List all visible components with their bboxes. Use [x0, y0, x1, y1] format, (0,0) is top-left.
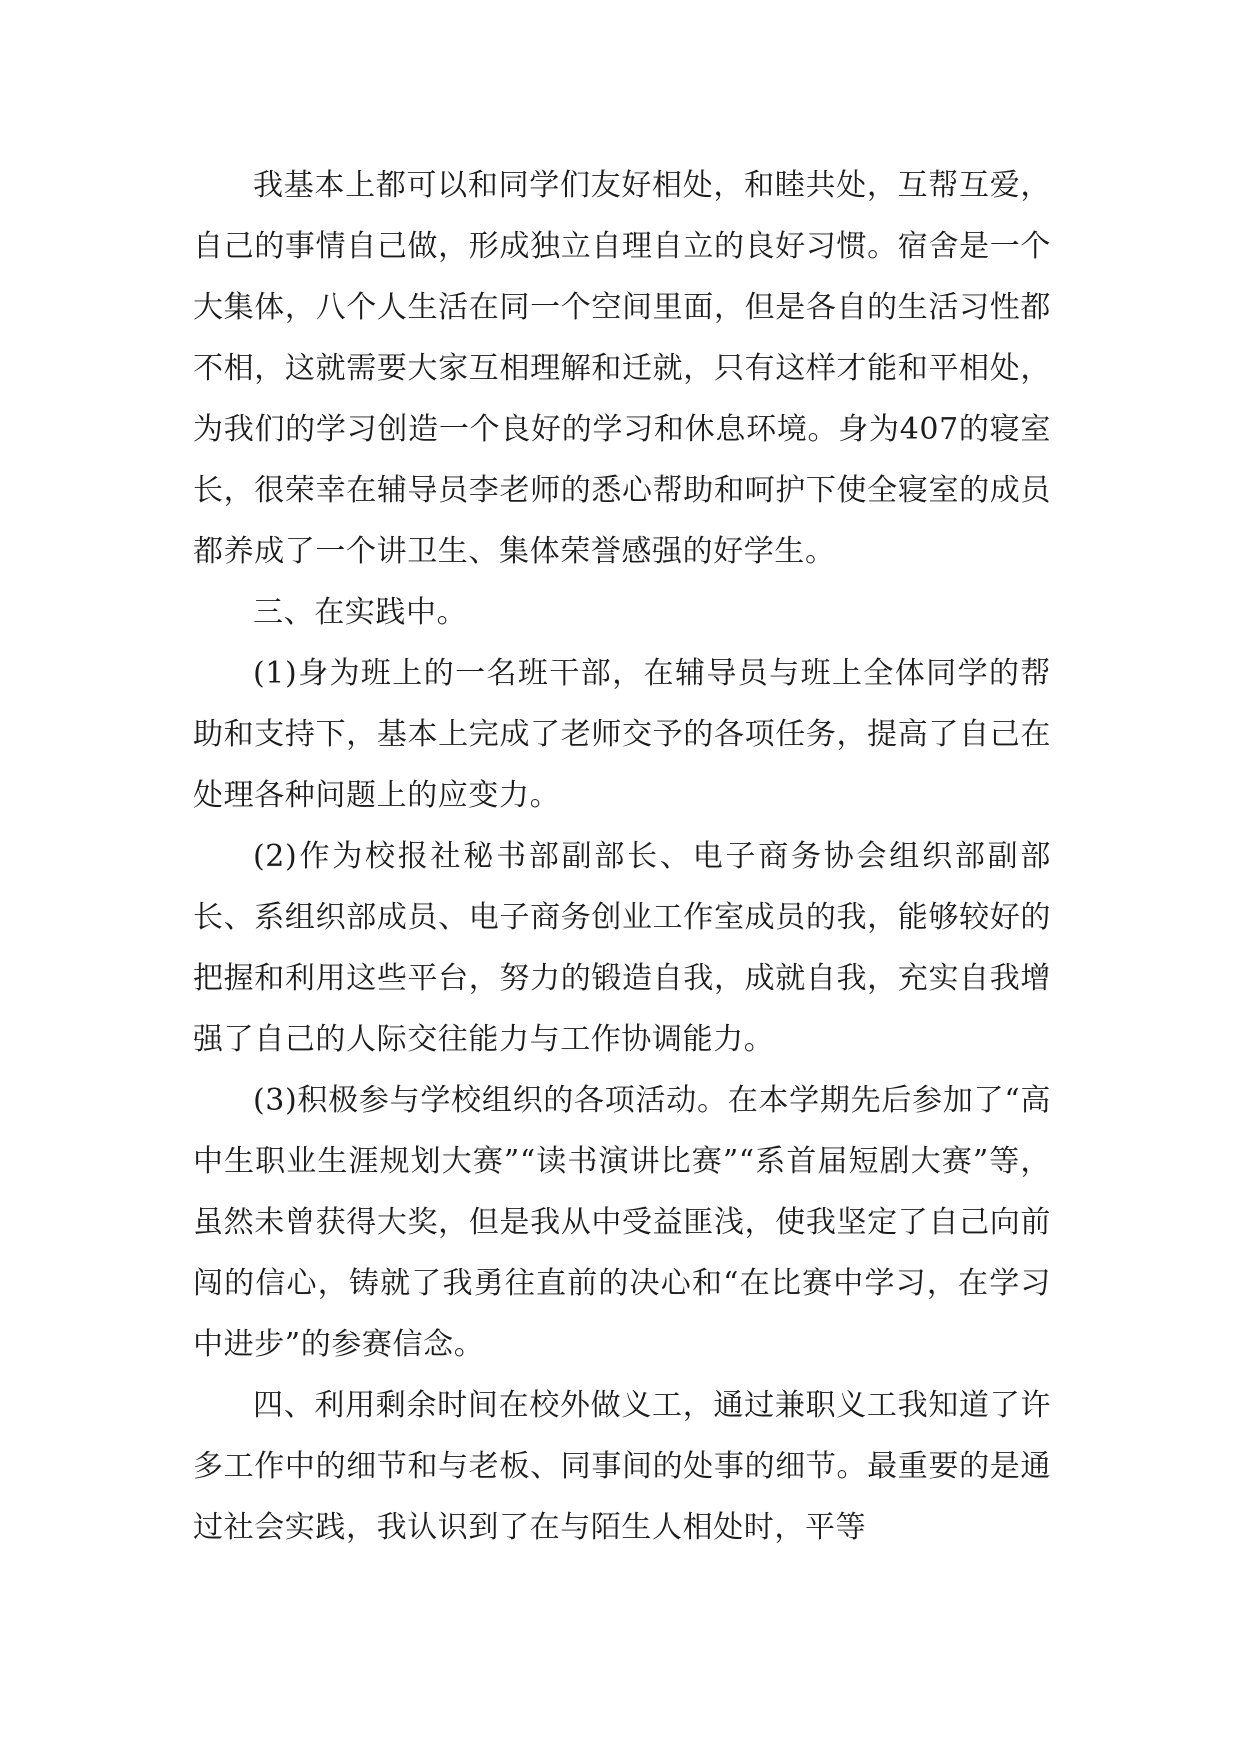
- document-body: [193, 155, 1051, 1558]
- section-heading-practice: 三、在实践中。: [253, 595, 468, 630]
- paragraph-item-3: (3)积极参与学校组织的各项活动。在本学期先后参加了“高中生职业生涯规划大赛”“读书演讲比赛”“系首届短剧大赛”等，虽然未曾获得大奖，但是我从中受益匪浅，使我坚定了自己向前闯的信心，铸就了我勇往直前的决心和“在比赛中学习，在学习中进步”的参赛信念。: [193, 1083, 1051, 1362]
- paragraph-item-1: (1)身为班上的一名班干部，在辅导员与班上全体同学的帮助和支持下，基本上完成了老师交予的各项任务，提高了自己在处理各种问题上的应变力。: [193, 656, 1051, 813]
- paragraph-volunteer: 四、利用剩余时间在校外做义工，通过兼职义工我知道了许多工作中的细节和与老板、同事间的处事的细节。最重要的是通过社会实践，我认识到了在与陌生人相处时，平等: [193, 1388, 1051, 1545]
- paragraph-item-2: (2)作为校报社秘书部副部长、电子商务协会组织部副部长、系组织部成员、电子商务创业工作室成员的我，能够较好的把握和利用这些平台，努力的锻造自我，成就自我，充实自我增强了自己的人际交往能力与工作协调能力。: [193, 839, 1051, 1057]
- paragraph-dormitory: 我基本上都可以和同学们友好相处，和睦共处，互帮互爱，自己的事情自己做，形成独立自理自立的良好习惯。宿舍是一个大集体，八个人生活在同一个空间里面，但是各自的生活习性都不相，这就需要大家互相理解和迁就，只有这样才能和平相处，为我们的学习创造一个良好的学习和休息环境。身为407的寝室长，很荣幸在辅导员李老师的悉心帮助和呵护下使全寝室的成员都养成了一个讲卫生、集体荣誉感强的好学生。: [193, 168, 1051, 569]
